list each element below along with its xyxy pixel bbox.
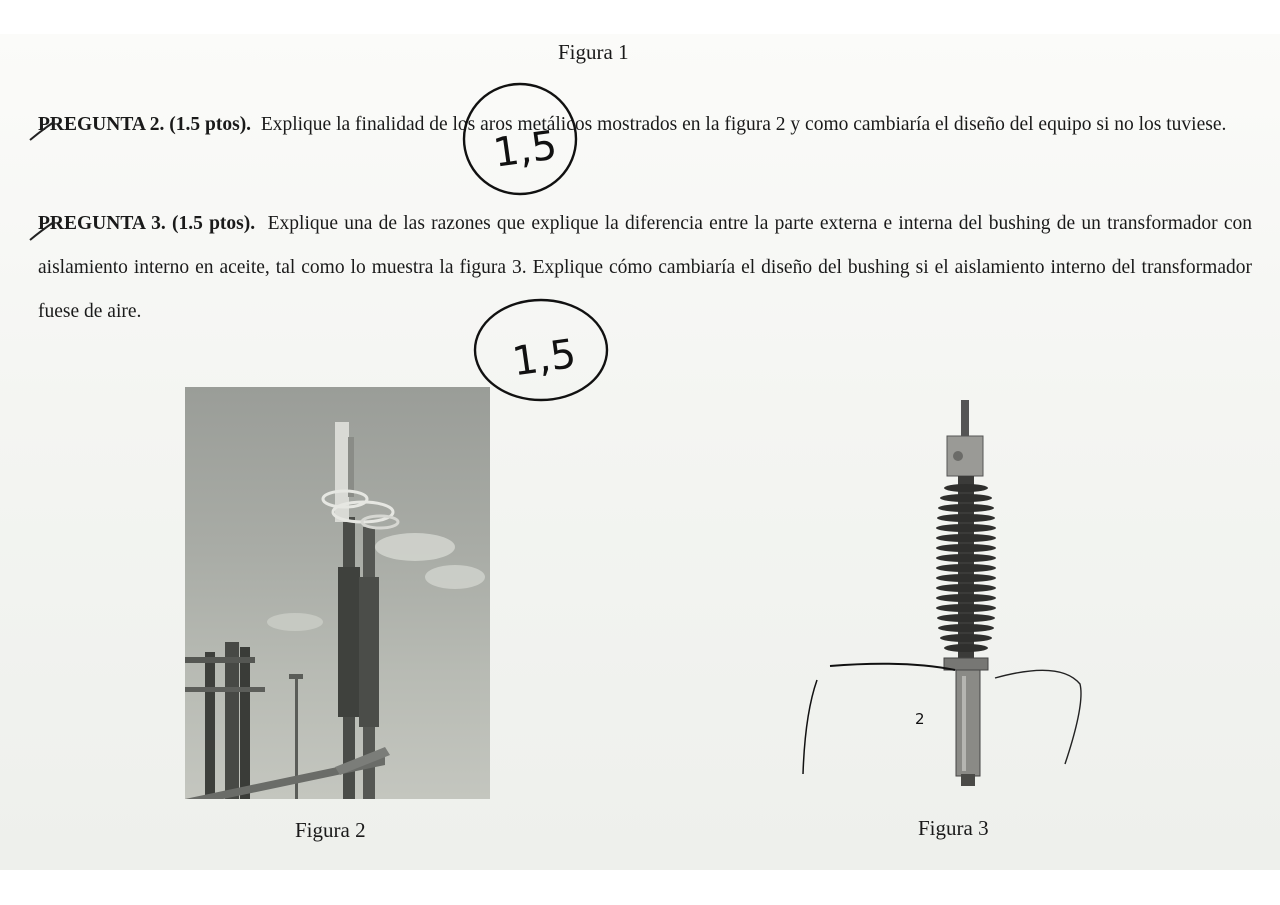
question-3 [38, 202, 1252, 334]
exam-page [0, 34, 1280, 870]
question-2-text: Explique la finalidad de los aros metálicos mostrados en la figura 2 y como cambiaría el diseño del equipo si no los tuviese. [260, 114, 1227, 135]
question-3-text: Explique una de las razones que explique la diferencia entre la parte externa e interna del bushing de un transformador con aislamiento interno en aceite, tal como lo muestra la figura 3. Explique cómo cambiaría el diseño del bushing si el aislamiento interno del transformador fuese de aire. [38, 213, 1253, 322]
question-3-heading: PREGUNTA 3. (1.5 ptos). [38, 213, 256, 234]
figure1-caption: Figura 1 [558, 40, 629, 64]
figure3-mark-text: 2 [915, 710, 925, 728]
figure2-caption: Figura 2 [295, 818, 366, 842]
figure3-caption: Figura 3 [918, 816, 989, 840]
figure3-bushing [900, 396, 1030, 791]
figure2-photo [185, 387, 490, 799]
question-2-heading: PREGUNTA 2. (1.5 ptos). [38, 114, 252, 135]
question-2 [38, 103, 1252, 147]
grade-mark-q2-text: 1,5 [490, 122, 560, 177]
grade-mark-q3-text: 1,5 [509, 330, 579, 386]
figure2-illustration [185, 387, 490, 799]
